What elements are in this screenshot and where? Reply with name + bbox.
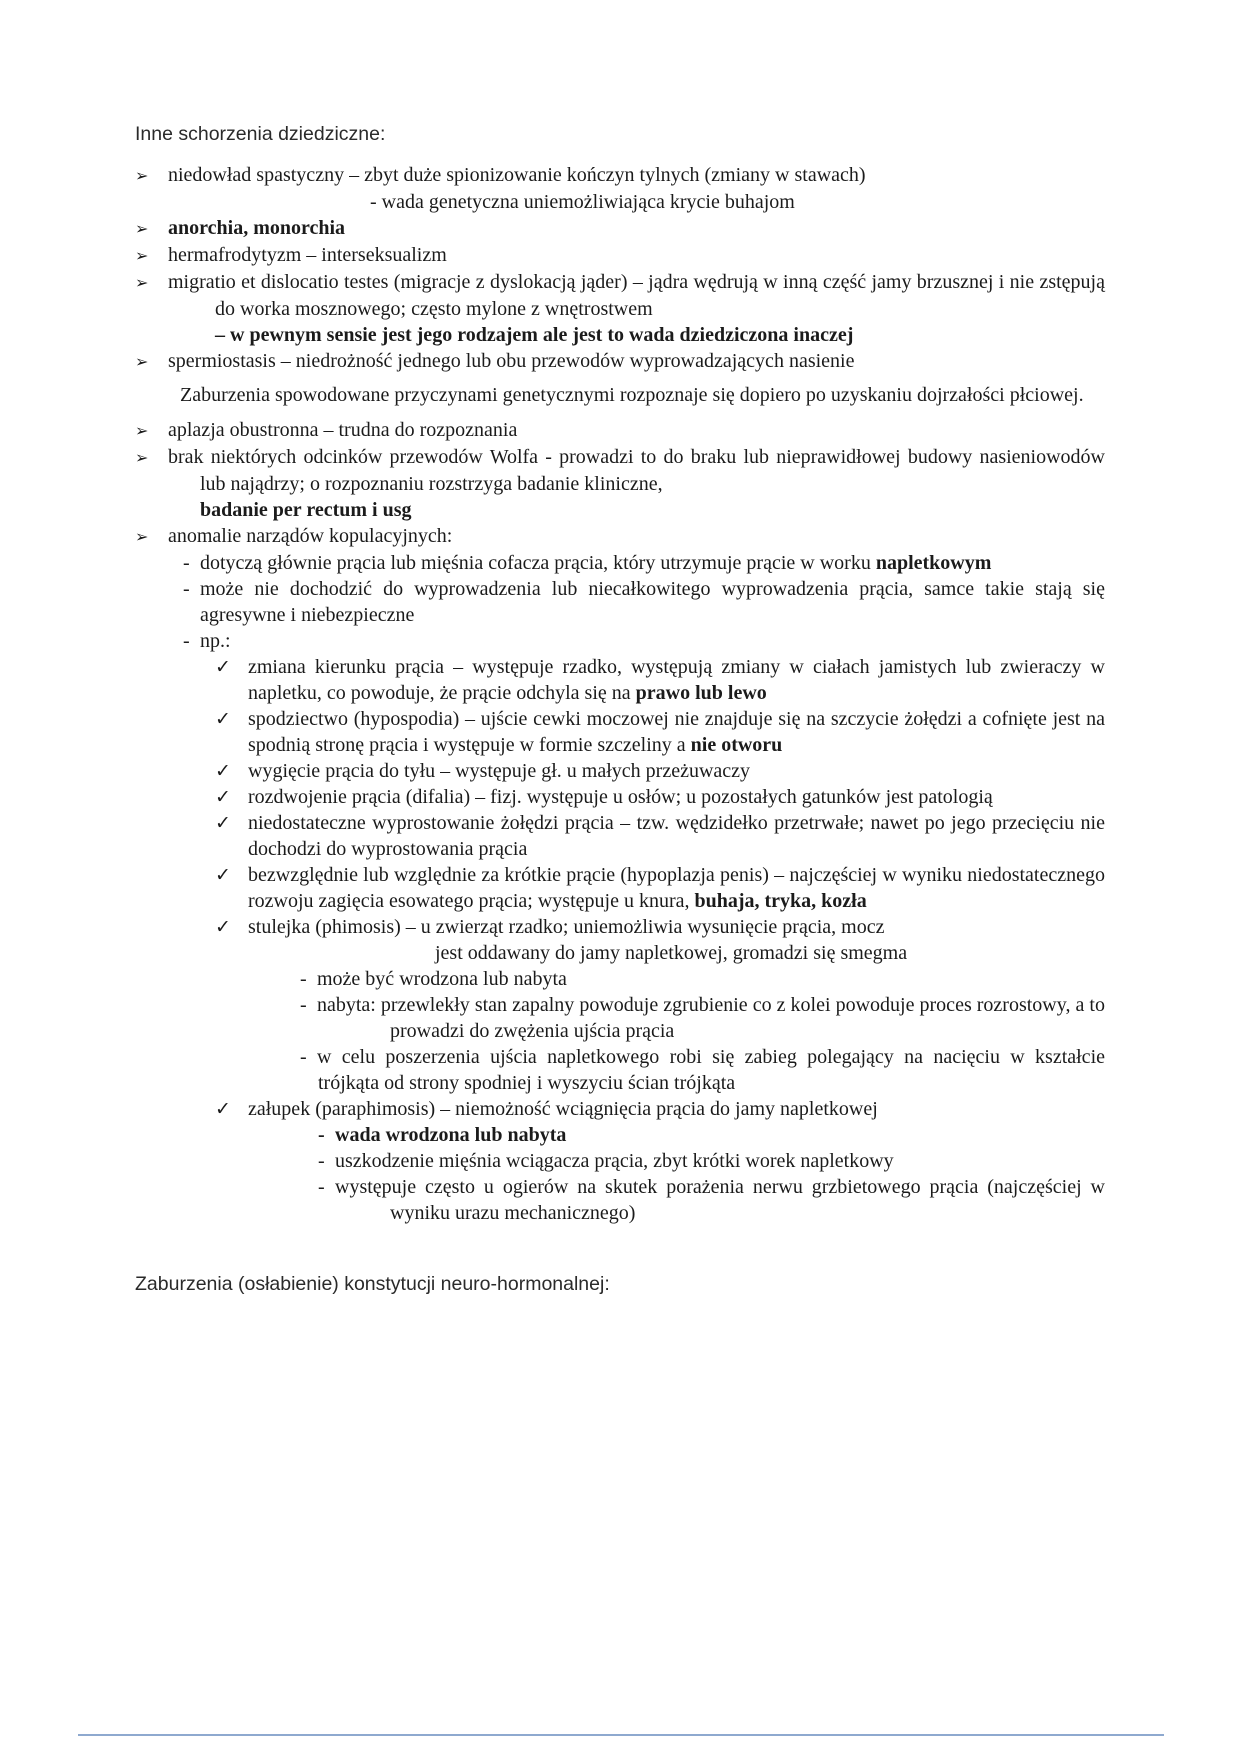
text-run: prawo lub lewo (635, 682, 767, 704)
doc-line (135, 940, 1105, 966)
text-run: spodziectwo (hypospodia) – ujście cewki moczowej nie znajduje się na szczycie żołędzi a cofnięte jest na spodnią stronę prącia i występuje w formie szczeliny a (248, 708, 1105, 756)
text-run: Inne schorzenia dziedziczne: (135, 123, 386, 145)
doc-line (135, 162, 1105, 189)
text-run: może nie dochodzić do wyprowadzenia lub niecałkowitego wyprowadzenia prącia, samce takie stają się agresywne i niebezpieczne (200, 578, 1105, 626)
dash-bullet-icon: - (318, 1124, 325, 1146)
text-run: niedowład spastyczny – zbyt duże spionizowanie kończyn tylnych (zmiany w stawach) (168, 164, 866, 186)
text-run: migratio et dislocatio testes (migracje z dyslokacją jąder) – jądra wędrują w inną część jamy brzusznej i nie zstępują do worka mosznowego; często mylone z wnętrostwem (168, 271, 1105, 320)
arrow-bullet-icon: ➢ (135, 246, 149, 265)
dash-bullet-icon: - (300, 968, 307, 990)
check-bullet-icon: ✓ (215, 786, 231, 808)
text-run: w celu poszerzenia ujścia napletkowego robi się zabieg polegający na nacięciu w kształcie trójkąta od strony spodniej i wyszyciu ścian trójkąta (317, 1046, 1105, 1094)
doc-line (135, 654, 1105, 706)
doc-line (135, 992, 1105, 1044)
doc-line (135, 1122, 1105, 1148)
arrow-bullet-icon: ➢ (135, 421, 149, 440)
doc-line (135, 242, 1105, 269)
text-run: napletkowym (875, 552, 992, 574)
doc-line (135, 914, 1105, 940)
text-run: brak niektórych odcinków przewodów Wolfa - prowadzi to do braku lub nieprawidłowej budowy nasieniowodów lub najądrzy; o rozpoznaniu rozstrzyga badanie kliniczne, (168, 446, 1105, 495)
arrow-bullet-icon: ➢ (135, 219, 149, 238)
doc-line (135, 706, 1105, 758)
arrow-bullet-icon: ➢ (135, 448, 149, 467)
text-run: załupek (paraphimosis) – niemożność wciągnięcia prącia do jamy napletkowej (248, 1098, 878, 1120)
check-bullet-icon: ✓ (215, 916, 231, 938)
text-run: występuje często u ogierów na skutek porażenia nerwu grzbietowego prącia (najczęściej w wyniku urazu mechanicznego) (335, 1176, 1105, 1224)
doc-line (135, 348, 1105, 375)
doc-line (135, 322, 1105, 348)
check-bullet-icon: ✓ (215, 760, 231, 782)
dash-bullet-icon: - (300, 1046, 307, 1068)
text-run: aplazja obustronna – trudna do rozpoznania (168, 419, 518, 441)
text-run: buhaja, tryka, kozła (694, 890, 867, 912)
text-run: Zaburzenia spowodowane przyczynami genetycznymi rozpoznaje się dopiero po uzyskaniu dojrzałości płciowej. (180, 384, 1084, 406)
text-run: spermiostasis – niedrożność jednego lub obu przewodów wyprowadzających nasienie (168, 350, 855, 372)
doc-line (135, 444, 1105, 497)
arrow-bullet-icon: ➢ (135, 352, 149, 371)
text-run: wada wrodzona lub nabyta (335, 1124, 567, 1146)
doc-line (135, 810, 1105, 862)
dash-bullet-icon: - (183, 630, 190, 652)
doc-line (135, 628, 1105, 654)
text-run: bezwzględnie lub względnie za krótkie prącie (hypoplazja penis) – najczęściej w wyniku niedostatecznego rozwoju zagięcia esowatego prącia; występuje u knura, (248, 864, 1105, 912)
doc-line (135, 1148, 1105, 1174)
doc-line (135, 215, 1105, 242)
text-run: uszkodzenie mięśnia wciągacza prącia, zbyt krótki worek napletkowy (335, 1150, 894, 1172)
check-bullet-icon: ✓ (215, 708, 231, 730)
text-run: jest oddawany do jamy napletkowej, gromadzi się smegma (435, 942, 908, 964)
text-run: stulejka (phimosis) – u zwierząt rzadko; uniemożliwia wysunięcie prącia, mocz (248, 916, 885, 938)
check-bullet-icon: ✓ (215, 812, 231, 834)
text-run: anomalie narządów kopulacyjnych: (168, 525, 453, 547)
dash-bullet-icon: - (183, 578, 190, 600)
text-run: nie otworu (690, 734, 783, 756)
section-heading (135, 1272, 1105, 1296)
dash-bullet-icon: - (300, 994, 307, 1016)
dash-bullet-icon: - (183, 552, 190, 574)
arrow-bullet-icon: ➢ (135, 273, 149, 292)
check-bullet-icon: ✓ (215, 656, 231, 678)
doc-title (135, 122, 1105, 146)
doc-line (135, 1174, 1105, 1226)
scan-artifact-line (78, 1734, 1164, 1736)
doc-line (135, 758, 1105, 784)
doc-line (135, 862, 1105, 914)
dash-bullet-icon: - (318, 1150, 325, 1172)
text-run: anorchia, monorchia (168, 217, 346, 239)
text-run: badanie per rectum i usg (200, 499, 412, 521)
text-run: – w pewnym sensie jest jego rodzajem ale jest to wada dziedziczona inaczej (215, 324, 854, 346)
arrow-bullet-icon: ➢ (135, 527, 149, 546)
check-bullet-icon: ✓ (215, 864, 231, 886)
text-run: nabyta: przewlekły stan zapalny powoduje zgrubienie co z kolei powoduje proces rozrostowy, a to prowadzi do zwężenia ujścia prącia (317, 994, 1105, 1042)
text-run: zmiana kierunku prącia – występuje rzadko, występują zmiany w ciałach jamistych lub zwieraczy w napletku, co powoduje, że prącie odchyla się na (248, 656, 1105, 704)
doc-line (135, 523, 1105, 550)
text-run: rozdwojenie prącia (difalia) – fizj. występuje u osłów; u pozostałych gatunków jest patologią (248, 786, 993, 808)
doc-line (135, 497, 1105, 523)
text-run: np.: (200, 630, 231, 652)
doc-line (135, 189, 1105, 215)
doc-line (135, 784, 1105, 810)
dash-bullet-icon: - (318, 1176, 325, 1198)
text-run: - wada genetyczna uniemożliwiająca krycie buhajom (370, 191, 795, 213)
text-run: może być wrodzona lub nabyta (317, 968, 567, 990)
check-bullet-icon: ✓ (215, 1098, 231, 1120)
doc-line (135, 576, 1105, 628)
doc-line (135, 417, 1105, 444)
text-run: wygięcie prącia do tyłu – występuje gł. u małych przeżuwaczy (248, 760, 751, 782)
doc-line (135, 550, 1105, 576)
doc-line (135, 1096, 1105, 1122)
text-run: niedostateczne wyprostowanie żołędzi prącia – tzw. wędzidełko przetrwałe; nawet po jego przecięciu nie dochodzi do wyprostowania prącia (248, 812, 1105, 860)
doc-line (135, 269, 1105, 322)
text-run: hermafrodytyzm – interseksualizm (168, 244, 447, 266)
text-run: Zaburzenia (osłabienie) konstytucji neuro-hormonalnej: (135, 1273, 610, 1295)
document-body (135, 122, 1105, 1296)
text-run: dotyczą głównie prącia lub mięśnia cofacza prącia, który utrzymuje prącie w worku (200, 552, 876, 574)
doc-line (135, 1044, 1105, 1096)
arrow-bullet-icon: ➢ (135, 166, 149, 185)
doc-line (135, 382, 1105, 408)
doc-line (135, 966, 1105, 992)
